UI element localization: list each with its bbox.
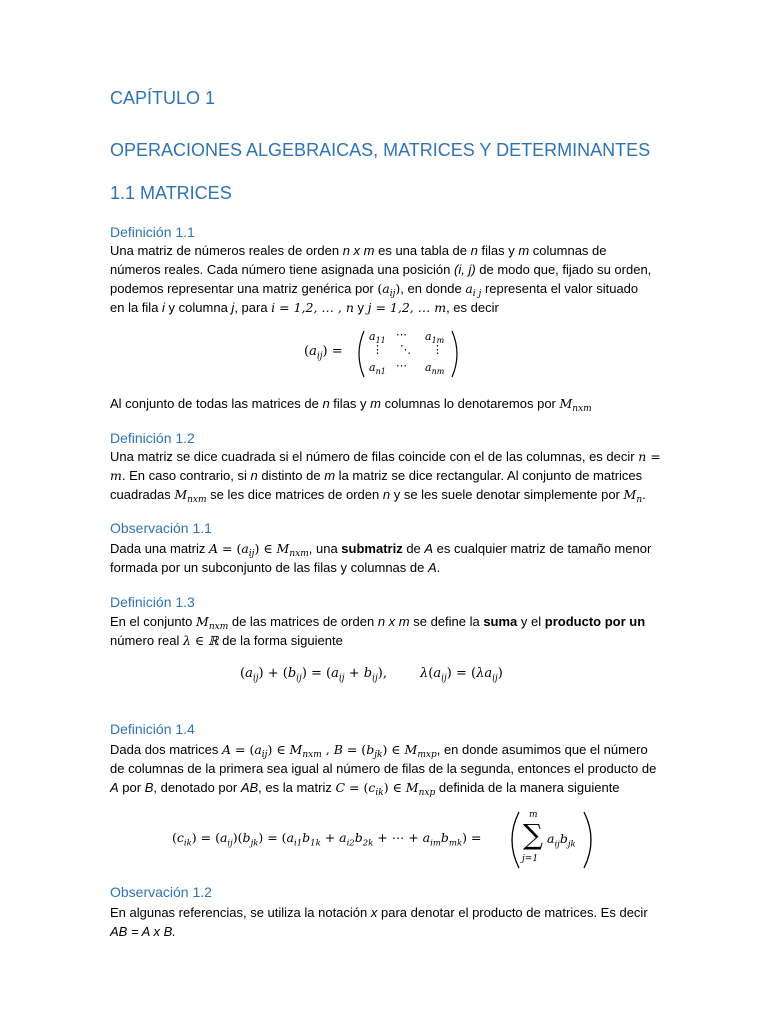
definition-1-1-line-3: podemos representar una matriz genérica por $(a_{ij})$, en donde $a_{i j}$ representa el valor situado [110, 281, 639, 299]
matrix-cell-ddots: ⋱ [400, 343, 411, 356]
definition-1-2-line-1: Una matriz se dice cuadrada si el número de filas coincide con el de las columnas, es decir n = [110, 449, 661, 464]
chapter-heading: CAPÍTULO 1 [110, 88, 216, 108]
section-heading: 1.1 MATRICES [110, 183, 232, 203]
inline-math-aij-2: $a_{i j}$ [465, 281, 482, 299]
definition-1-3-line-1: En el conjunto $M_{nxm}$ de las matrices de orden n x m se define la suma y el producto por un [110, 614, 646, 632]
summation-sigma: ∑ [523, 818, 543, 851]
definition-1-1-after: Al conjunto de todas las matrices de n filas y m columnas lo denotaremos por $M_{nxm}$ [110, 396, 592, 414]
summation-term: $a_{ij}b_{jk}$ [547, 831, 576, 850]
matrix-cell-hdots: ⋯ [396, 328, 407, 341]
definition-1-1-line-1: Una matriz de números reales de orden n x m es una tabla de n filas y m columnas de [110, 243, 607, 258]
summation-upper-limit: m [529, 810, 538, 820]
observation-1-2-line-1: En algunas referencias, se utiliza la notación x para denotar el producto de matrices. Es decir [110, 905, 648, 920]
definition-1-2-heading: Definición 1.2 [110, 430, 195, 446]
matrix-cell-a1m: $a_{1m}$ [425, 330, 445, 346]
observation-1-1-heading: Observación 1.1 [110, 520, 212, 536]
matrix-cell-a11: $a_{11}$ [369, 330, 386, 346]
definition-1-4-line-3: A por B, denotado por AB, es la matriz $C = (c_{ik})$ ∈ $M_{nxp}$ definida de la manera siguiente [110, 780, 620, 798]
product-lhs: $(c_{ik}) = (a_{ij})(b_{jk}) = (a_{i1}b_{1k} + a_{i2}b_{2k}$ + ⋯ + $a_{im}b_{mk}$) = [172, 830, 482, 849]
definition-1-4-line-2: de columnas de la primera sea igual al número de filas de la segunda, entonces el producto de [110, 761, 657, 776]
observation-1-1-line-2: formada por un subconjunto de las filas y columnas de A. [110, 560, 441, 575]
definition-1-1-line-2: números reales. Cada número tiene asignada una posición (i, j) de modo que, fijado su orden, [110, 262, 652, 277]
matrix-product-equation [172, 810, 602, 870]
matrix-cell-an1: $a_{n1}$ [369, 361, 386, 377]
definition-1-3-heading: Definición 1.3 [110, 594, 195, 610]
definition-1-4-line-1: Dada dos matrices $A = (a_{ij})$ ∈ $M_{nxm}$ , $B = (b_{jk})$ ∈ $M_{mxp}$, en donde asumimos que el número [110, 742, 648, 760]
definition-1-1-line-4: en la fila i y columna j, para i = 1,2, … , n y j = 1,2, … m, es decir [110, 300, 499, 315]
definition-1-3-line-2: número real λ ∈ ℝ de la forma siguiente [110, 633, 343, 648]
matrix-cell-hdots-bottom: ⋯ [396, 359, 407, 372]
matrix-lhs: $(a_{ij})$ = [304, 344, 343, 362]
observation-1-2-heading: Observación 1.2 [110, 884, 212, 900]
sum-scalar-product-equation: $(a_{ij}) + (b_{ij}) = (a_{ij} + b_{ij})$, $\lambda(a_{ij}) = (\lambda a_{ij})$ [240, 666, 503, 684]
observation-1-1-line-1: Dada una matriz $A = (a_{ij})$ ∈ $M_{nxm}$, una submatriz de A es cualquier matriz de tamaño menor [110, 541, 652, 559]
matrix-cell-anm: $a_{nm}$ [425, 361, 445, 377]
inline-math-aij: $(a_{ij})$ [377, 281, 401, 299]
definition-1-2-line-3: cuadradas $M_{nxm}$ se les dice matrices de orden n y se les suele denotar simplemente por $M_n$. [110, 487, 646, 505]
definition-1-4-heading: Definición 1.4 [110, 721, 195, 737]
definition-1-2-line-2: m. En caso contrario, si n distinto de m la matriz se dice rectangular. Al conjunto de matrices [110, 468, 643, 483]
matrix-cell-vdots-left: ⋮ [372, 343, 383, 356]
observation-1-2-line-2: AB = A x B. [110, 924, 176, 939]
chapter-title: OPERACIONES ALGEBRAICAS, MATRICES Y DETERMINANTES [110, 140, 651, 160]
matrix-cell-vdots-right: ⋮ [432, 343, 443, 356]
generic-matrix-equation [300, 328, 470, 380]
definition-1-1-heading: Definición 1.1 [110, 224, 195, 240]
summation-lower-limit: j=1 [522, 854, 539, 864]
